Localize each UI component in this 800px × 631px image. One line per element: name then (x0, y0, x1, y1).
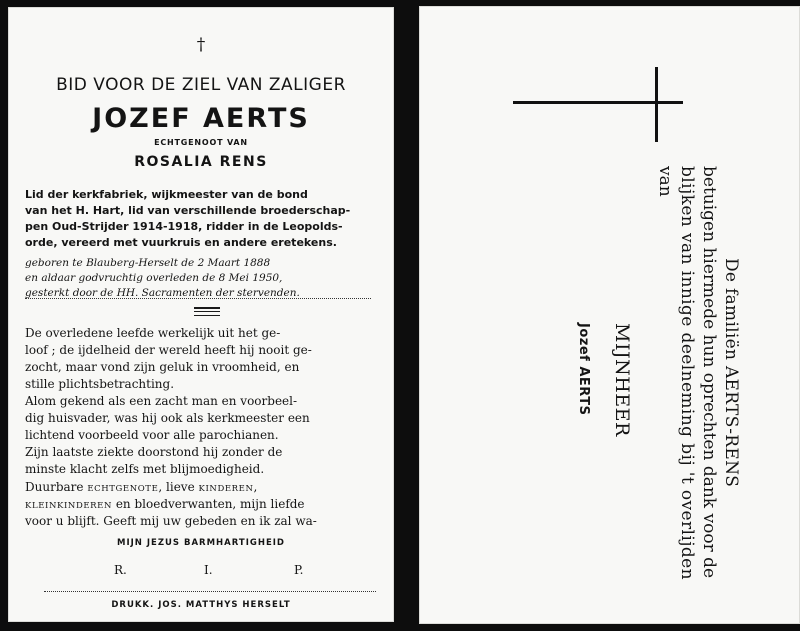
dates-line: gesterkt door de HH. Sacramenten der stervenden. (25, 287, 300, 299)
prayer-heading: BID VOOR DE ZIEL VAN ZALIGER (56, 75, 346, 95)
memorial-card-back (419, 6, 800, 624)
deceased-name: Jozef AERTS (576, 323, 591, 416)
text-line: stille plichtsbetrachting. (25, 377, 175, 391)
rip-letter: P. (294, 563, 304, 577)
spouse-caption: ECHTGENOOT VAN (154, 138, 248, 147)
bio-line: pen Oud-Strijder 1914-1918, ridder in de Leopolds- (25, 220, 343, 233)
dates-line: en aldaar godvruchtig overleden de 8 Mei 1950, (25, 272, 283, 284)
honorific-title: MIJNHEER (611, 323, 633, 437)
text-line: zocht, maar vond zijn geluk in vroomheid, en (25, 360, 300, 374)
text-line: Zijn laatste ziekte doorstond hij zonder de (25, 445, 283, 459)
text-segment: , (253, 480, 258, 494)
text-line: dig huisvader, was hij ook als kerkmeester een (25, 411, 310, 425)
text-line: Alom gekend als een zacht man en voorbeel- (25, 394, 298, 408)
small-caps-word: ECHTGENOTE (87, 484, 159, 494)
bio-line: orde, vereerd met vuurkruis en andere eretekens. (25, 236, 337, 249)
text-line: voor u blijft. Geeft mij uw gebeden en ik zal wa- (25, 514, 317, 528)
text-line: minste klacht zelfs met blijmoedigheid. (25, 462, 265, 476)
ornament-lines-icon (194, 307, 220, 318)
printer-credit: DRUKK. JOS. MATTHYS HERSELT (111, 600, 291, 610)
text-segment: , lieve (158, 480, 199, 494)
rip-letter: R. (114, 563, 127, 577)
dotted-divider (44, 591, 376, 592)
text-segment: Duurbare (25, 480, 88, 494)
dotted-divider (25, 298, 371, 299)
acknowledgement-line: blijken van innige deelneming bij 't overlijden (677, 166, 697, 580)
dates-line: geboren te Blauberg-Herselt de 2 Maart 1888 (25, 257, 271, 269)
bio-line: van het H. Hart, lid van verschillende broederschap- (25, 204, 351, 217)
acknowledgement-line: De familiën AERTS-RENS (721, 258, 741, 488)
rip-letter: I. (204, 563, 213, 577)
acknowledgement-line: betuigen hiermede hun oprechten dank voor de (699, 166, 719, 579)
text-line: lichtend voorbeeld voor alle parochianen. (25, 428, 279, 442)
cross-icon (655, 67, 658, 142)
text-line: loof ; de ijdelheid der wereld heeft hij nooit ge- (25, 343, 312, 357)
text-line: De overledene leefde werkelijk uit het ge- (25, 326, 281, 340)
invocation-text: MIJN JEZUS BARMHARTIGHEID (117, 538, 285, 548)
bio-line: Lid der kerkfabriek, wijkmeester van de bond (25, 188, 308, 201)
deceased-name: JOZEF AERTS (92, 103, 310, 134)
small-caps-word: KLEINKINDEREN (25, 501, 113, 511)
cross-icon: † (196, 35, 206, 55)
cross-bar (513, 101, 683, 104)
text-segment: en bloedverwanten, mijn liefde (112, 497, 305, 511)
acknowledgement-line: van (655, 166, 675, 197)
spouse-name: ROSALIA RENS (134, 154, 268, 170)
memorial-card-front (8, 7, 394, 622)
small-caps-word: KINDEREN (198, 484, 254, 494)
